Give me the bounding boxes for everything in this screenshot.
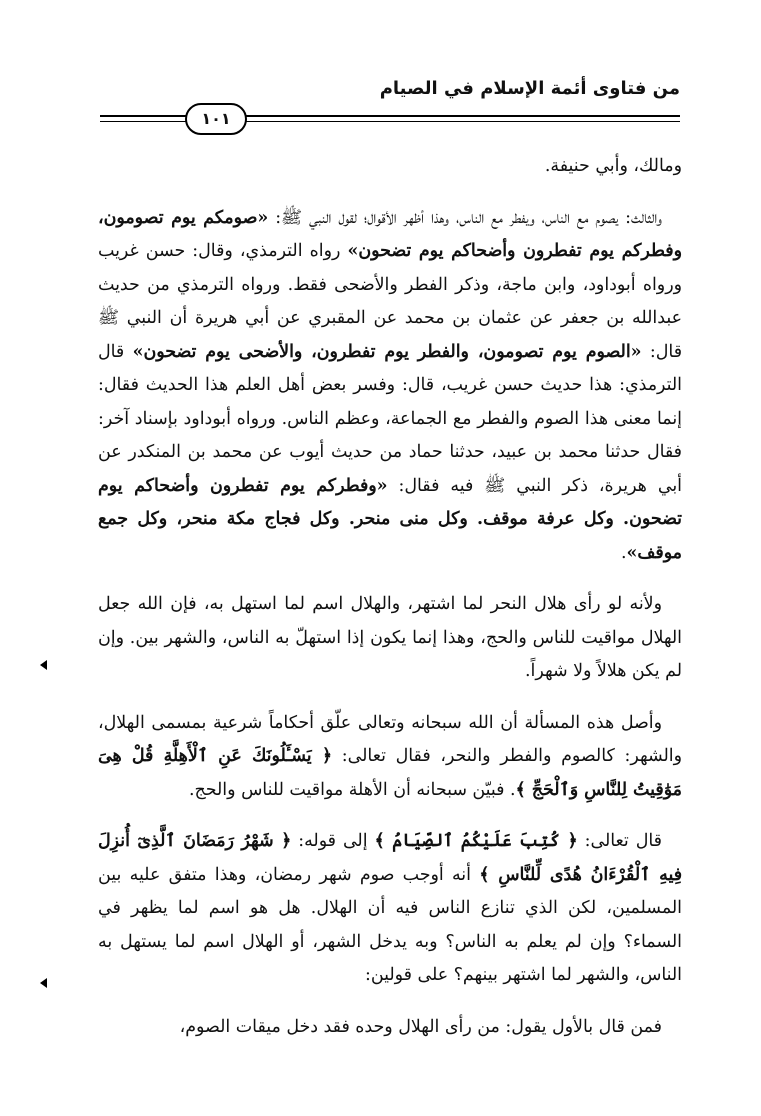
text-run: ومالك، وأبي حنيفة.	[544, 156, 682, 176]
page-number: ١٠١	[185, 103, 247, 135]
paragraph	[98, 825, 682, 993]
text-run: .	[620, 542, 627, 563]
text-run: والثالث: يصوم مع الناس، ويفطر مع الناس، وهذا أظهر الأقوال؛ لقول النبي ﷺ:	[268, 207, 662, 228]
paragraph	[98, 707, 682, 808]
hadith-quote: «الصوم يوم تصومون، والفطر يوم تفطرون، والأضحى يوم تضحون»	[132, 341, 642, 362]
quran-verse: ﴿ يَسْـَٔلُونَكَ عَنِ ٱلْأَهِلَّةِ قُلْ هِىَ مَوَٰقِيتُ لِلنَّاسِ وَٱلْحَجِّ ﴾	[98, 746, 682, 800]
paragraph	[98, 588, 682, 689]
paragraph	[98, 150, 682, 184]
text-run: فمن قال بالأول يقول: من رأى الهلال وحده فقد دخل ميقات الصوم،	[179, 1016, 662, 1037]
paragraph	[98, 202, 682, 571]
text-run: قال تعالى:	[577, 831, 662, 851]
page-body	[98, 150, 682, 1062]
text-run: أنه أوجب صوم شهر رمضان، وهذا متفق عليه بين المسلمين، لكن الذي تنازع الناس فيه أن الهلال. هل هو اسم لما يظهر في السماء؟ وإن لم يعلم به الناس؟ وبه يدخل الشهر، أو الهلال اسم لما يستهل به الناس، والشهر لما اشتهر بينهم؟ على قولين:	[98, 864, 682, 985]
text-run: قال الترمذي: هذا حديث حسن غريب، قال: وفسر بعض أهل العلم هذا الحديث فقال: إنما معنى هذا الصوم والفطر مع الجماعة، وعظم الناس. ورواه أبوداود بإسناد آخر: فقال حدثنا محمد بن عبيد، حدثنا حماد من حديث أيوب عن محمد بن المنكدر عن أبي هريرة، ذكر النبي ﷺ فيه فقال:	[98, 341, 682, 496]
text-run: إلى قوله:	[291, 831, 375, 851]
text-run: ولأنه لو رأى هلال النحر لما اشتهر، والهلال اسم لما استهل به، فإن الله جعل الهلال مواقيت للناس والحج، وهذا إنما يكون إذا استهلّ به الناس، والشهر بين. وإن لم يكن هلالاً ولا شهراً.	[98, 594, 682, 681]
text-run: رواه الترمذي، وقال: حسن غريب ورواه أبوداود، وابن ماجة، وذكر الفطر والأضحى فقط. ورواه الترمذي من حديث عبدالله بن جعفر عن عثمان بن محمد عن المقبري عن أبي هريرة أن النبي ﷺ قال:	[98, 241, 683, 362]
hadith-quote: «وفطركم يوم تفطرون وأضحاكم يوم تضحون. وكل عرفة موقف. وكل منى منحر. وكل فجاج مكة منحر، وكل جمع موقف»	[98, 475, 682, 563]
text-run: . فبيّن سبحانه أن الأهلة مواقيت للناس والحج.	[189, 779, 516, 800]
hadith-quote: «صومكم يوم تصومون، وفطركم يوم تفطرون وأضحاكم يوم تضحون»	[98, 207, 682, 261]
running-header: من فتاوى أئمة الإسلام في الصيام	[379, 78, 680, 99]
quran-verse: ﴿ كُتِبَ عَلَيْكُمُ ٱلصِّيَامُ ﴾	[374, 831, 578, 851]
text-run: وأصل هذه المسألة أن الله سبحانه وتعالى علّق أحكاماً شرعية بمسمى الهلال، والشهر: كالصوم والفطر والنحر، فقال تعالى:	[98, 712, 683, 766]
quran-verse: ﴿ شَهْرُ رَمَضَانَ ٱلَّذِىٓ أُنزِلَ فِيهِ ٱلْقُرْءَانُ هُدًى لِّلنَّاسِ ﴾	[98, 831, 683, 885]
paragraph	[98, 1011, 682, 1045]
margin-mark	[40, 660, 47, 670]
margin-mark	[40, 978, 47, 988]
